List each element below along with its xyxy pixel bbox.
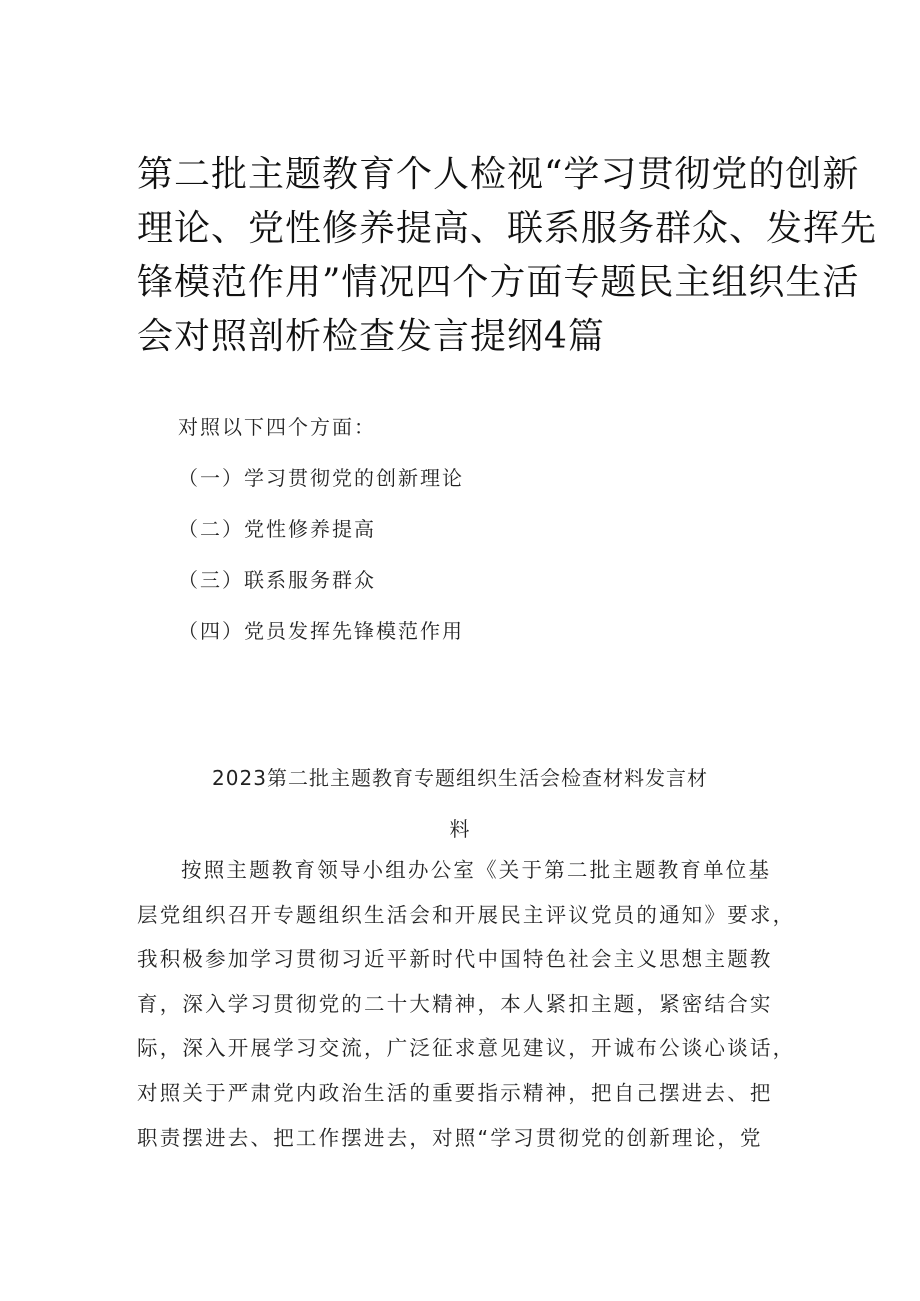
body-line: 职责摆进去、把工作摆进去，对照“学习贯彻党的创新理论，党 (137, 1125, 763, 1150)
aspects-section (178, 410, 464, 648)
aspect-item: （二）党性修养提高 (178, 517, 376, 541)
body-line: 际，深入开展学习交流，广泛征求意见建议，开诚布公谈心谈话， (137, 1036, 796, 1061)
body-paragraph (137, 848, 795, 1160)
aspect-item: （一）学习贯彻党的创新理论 (178, 466, 464, 490)
body-line: 对照关于严肃党内政治生活的重要指示精神，把自己摆进去、把 (137, 1080, 773, 1105)
aspect-item: （三）联系服务群众 (178, 568, 376, 592)
section-title-line: 料 (449, 817, 471, 841)
body-line: 层党组织召开专题组织生活会和开展民主评议党员的通知》要求， (137, 902, 796, 927)
title-line: 理论、党性修养提高、联系服务群众、发挥先 (137, 208, 878, 249)
aspects-intro: 对照以下四个方面： (178, 415, 376, 439)
title-line: 会对照剖析检查发言提纲4篇 (137, 316, 605, 357)
body-line: 我积极参加学习贯彻习近平新时代中国特色社会主义思想主题教 (137, 947, 773, 972)
section-title-line: 2023第二批主题教育专题组织生活会检查材料发言材 (212, 766, 708, 790)
body-line: 按照主题教育领导小组办公室《关于第二批主题教育单位基 (181, 858, 772, 882)
aspect-item: （四）党员发挥先锋模范作用 (178, 619, 464, 643)
title-line: 第二批主题教育个人检视“学习贯彻党的创新 (137, 154, 860, 195)
document-title (137, 148, 878, 364)
body-line: 育，深入学习贯彻党的二十大精神，本人紧扣主题，紧密结合实 (137, 991, 773, 1016)
section-title (137, 757, 783, 850)
aspects-list (178, 444, 464, 648)
title-line: 锋模范作用”情况四个方面专题民主组织生活 (137, 262, 860, 303)
